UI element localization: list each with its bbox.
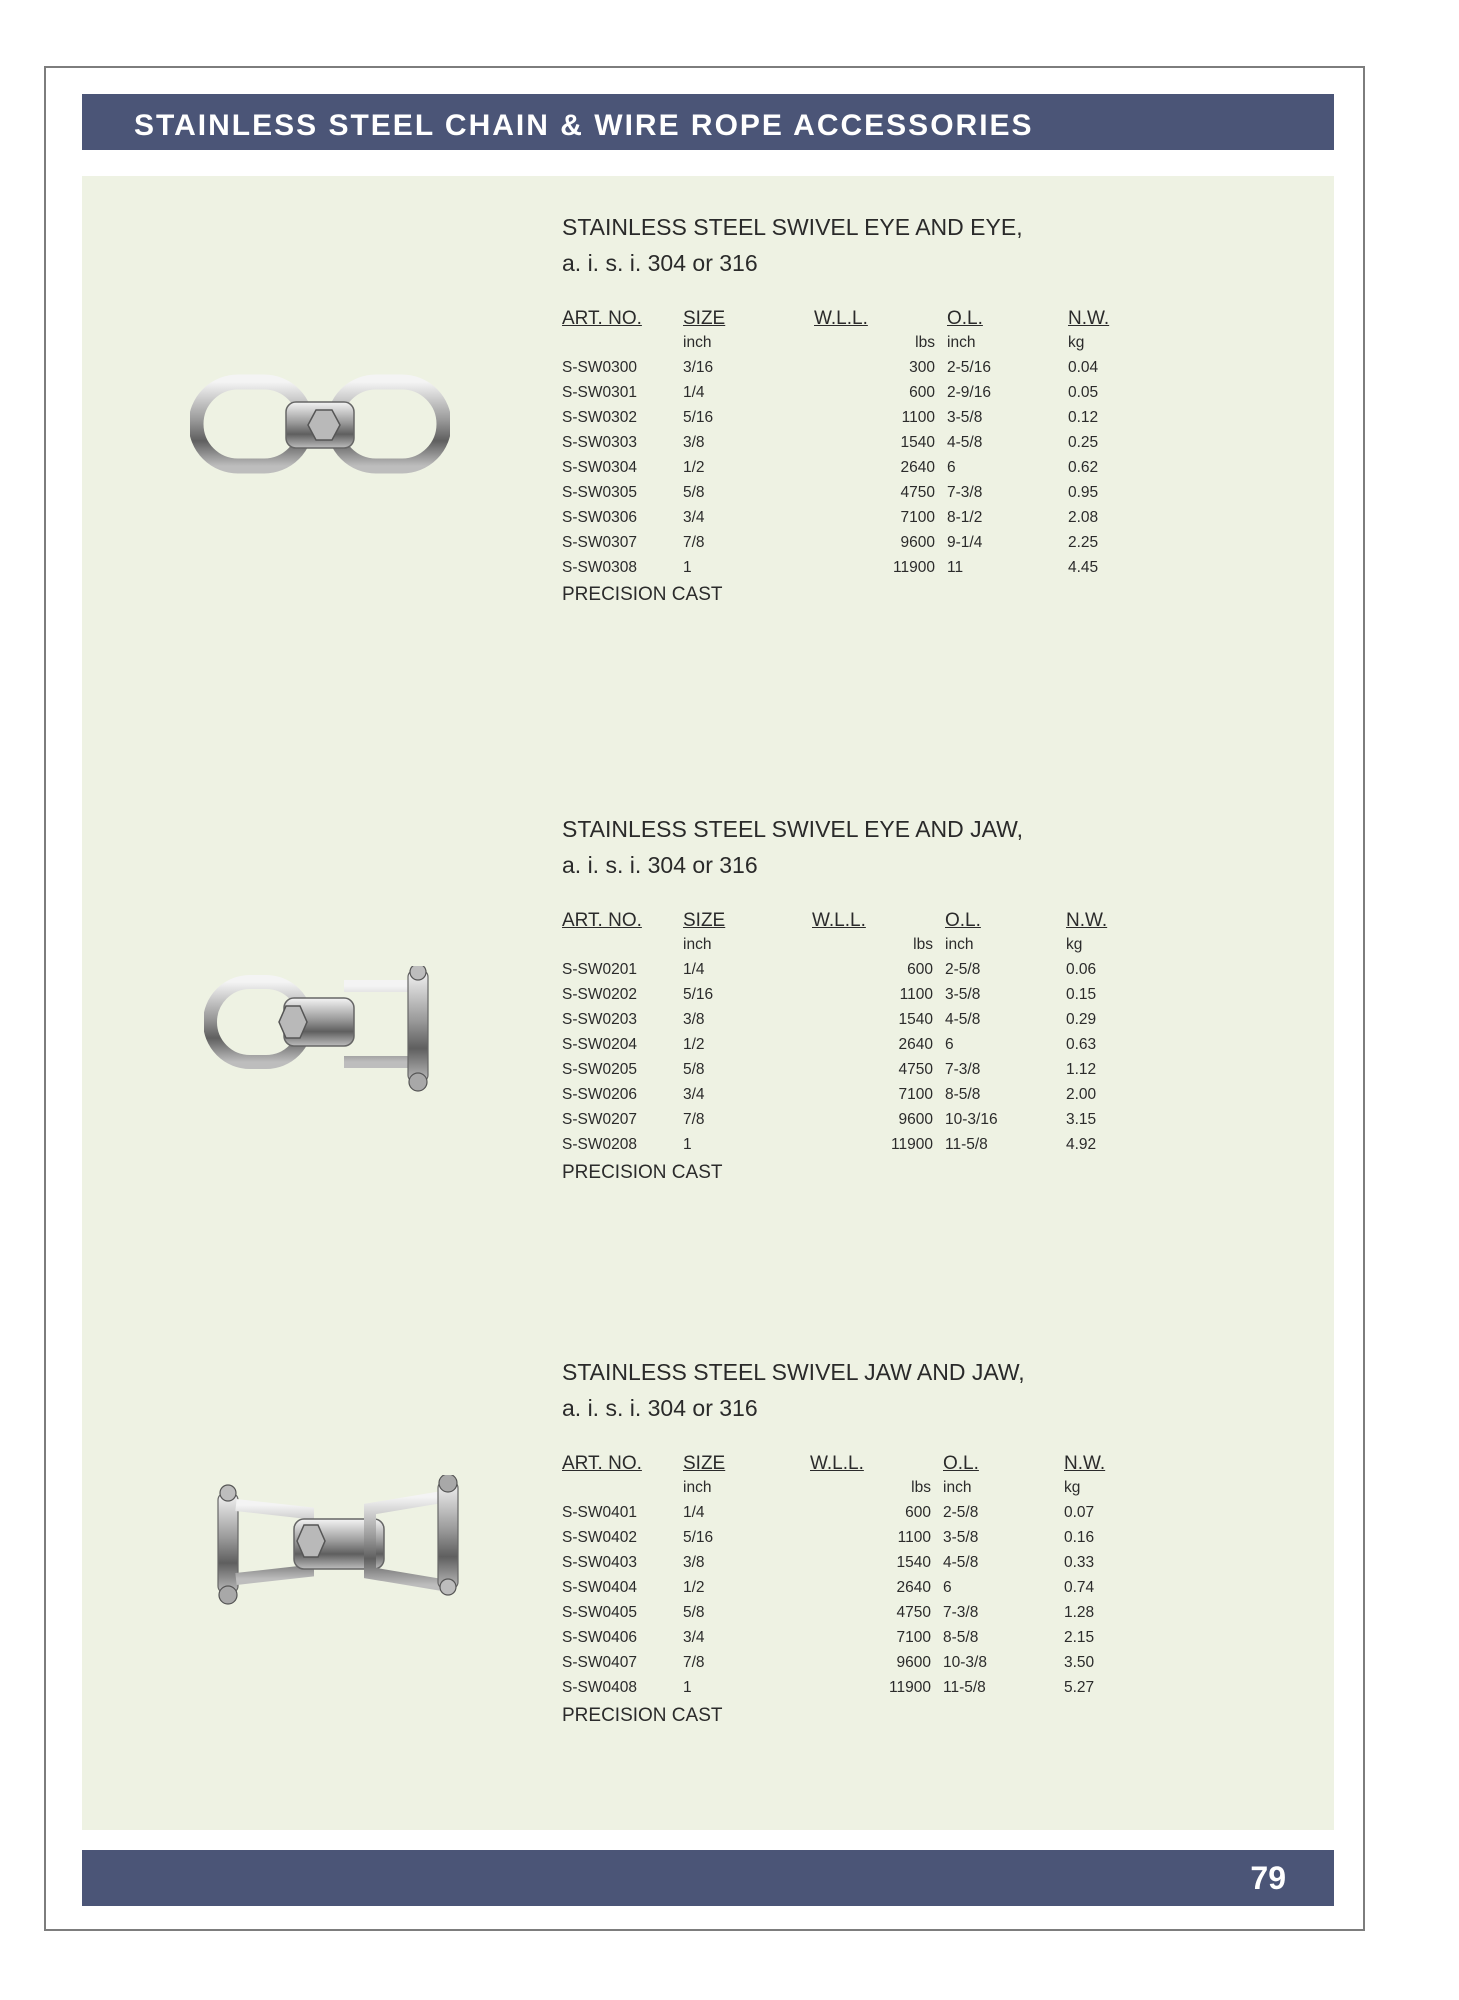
table-row: S-SW0304 1/2 2640 6 0.62: [562, 459, 1099, 476]
spec-table: [562, 1445, 1134, 1700]
header-wll: W.L.L.: [812, 910, 866, 931]
swivel-jaw-jaw-image: [208, 1475, 470, 1607]
header-art-no: ART. NO.: [562, 308, 642, 329]
page-title: STAINLESS STEEL CHAIN & WIRE ROPE ACCESSORIES: [134, 109, 1034, 142]
units-row: inch lbs inch kg: [683, 936, 1083, 953]
table-row: S-SW0205 5/8 4750 7-3/8 1.12: [562, 1061, 1097, 1078]
product-material: a. i. s. i. 304 or 316: [562, 852, 758, 878]
precision-note: PRECISION CAST: [562, 584, 723, 605]
spec-table: [562, 902, 1136, 1157]
table-row: S-SW0203 3/8 1540 4-5/8 0.29: [562, 1011, 1097, 1029]
header-nw: N.W.: [1066, 910, 1108, 931]
product-material: a. i. s. i. 304 or 316: [562, 1395, 758, 1421]
header-wll: W.L.L.: [810, 1453, 864, 1474]
spec-table: [562, 300, 1138, 580]
table-row: S-SW0406 3/4 7100 8-5/8 2.15: [562, 1628, 1095, 1646]
units-row: inch lbs inch kg: [683, 334, 1085, 351]
table-row: S-SW0404 1/2 2640 6 0.74: [562, 1579, 1095, 1597]
page-number: 79: [1250, 1860, 1286, 1896]
table-row: S-SW0306 3/4 7100 8-1/2 2.08: [562, 508, 1099, 526]
precision-note: PRECISION CAST: [562, 1162, 723, 1183]
table-row: S-SW0303 3/8 1540 4-5/8 0.25: [562, 434, 1099, 452]
header-art-no: ART. NO.: [562, 910, 642, 931]
header-bar: [82, 94, 1334, 150]
table-row: S-SW0401 1/4 600 2-5/8 0.07: [562, 1504, 1095, 1522]
header-wll: W.L.L.: [814, 308, 868, 329]
header-nw: N.W.: [1064, 1453, 1106, 1474]
table-row: S-SW0402 5/16 1100 3-5/8 0.16: [562, 1529, 1095, 1547]
table-row: S-SW0301 1/4 600 2-9/16 0.05: [562, 384, 1099, 402]
header-art-no: ART. NO.: [562, 1453, 642, 1474]
header-ol: O.L.: [945, 910, 981, 931]
table-row: S-SW0302 5/16 1100 3-5/8 0.12: [562, 409, 1099, 427]
table-row: S-SW0305 5/8 4750 7-3/8 0.95: [562, 483, 1099, 501]
header-nw: N.W.: [1068, 308, 1110, 329]
table-row: S-SW0405 5/8 4750 7-3/8 1.28: [562, 1604, 1095, 1621]
table-row: S-SW0208 1 11900 11-5/8 4.92: [562, 1135, 1097, 1153]
table-row: S-SW0408 1 11900 11-5/8 5.27: [562, 1678, 1095, 1696]
swivel-eye-jaw-image: [204, 966, 464, 1098]
precision-note: PRECISION CAST: [562, 1705, 723, 1726]
header-size: SIZE: [683, 910, 726, 931]
product-title: STAINLESS STEEL SWIVEL EYE AND EYE,: [562, 214, 1023, 240]
header-size: SIZE: [683, 308, 726, 329]
product-title: STAINLESS STEEL SWIVEL EYE AND JAW,: [562, 816, 1023, 842]
swivel-eye-eye-image: [190, 372, 450, 484]
header-size: SIZE: [683, 1453, 726, 1474]
table-row: S-SW0207 7/8 9600 10-3/16 3.15: [562, 1110, 1097, 1128]
table-row: S-SW0204 1/2 2640 6 0.63: [562, 1036, 1097, 1054]
header-ol: O.L.: [947, 308, 983, 329]
product-title: STAINLESS STEEL SWIVEL JAW AND JAW,: [562, 1359, 1025, 1385]
table-row: S-SW0202 5/16 1100 3-5/8 0.15: [562, 986, 1097, 1004]
table-row: S-SW0407 7/8 9600 10-3/8 3.50: [562, 1653, 1095, 1671]
footer-bar: [82, 1850, 1334, 1906]
table-row: S-SW0307 7/8 9600 9-1/4 2.25: [562, 533, 1099, 551]
table-row: S-SW0300 3/16 300 2-5/16 0.04: [562, 359, 1099, 377]
table-row: S-SW0403 3/8 1540 4-5/8 0.33: [562, 1554, 1095, 1572]
table-row: S-SW0308 1 11900 11 4.45: [562, 558, 1099, 576]
units-row: inch lbs inch kg: [683, 1479, 1081, 1496]
header-ol: O.L.: [943, 1453, 979, 1474]
table-row: S-SW0201 1/4 600 2-5/8 0.06: [562, 961, 1097, 979]
product-material: a. i. s. i. 304 or 316: [562, 250, 758, 276]
table-row: S-SW0206 3/4 7100 8-5/8 2.00: [562, 1085, 1097, 1103]
